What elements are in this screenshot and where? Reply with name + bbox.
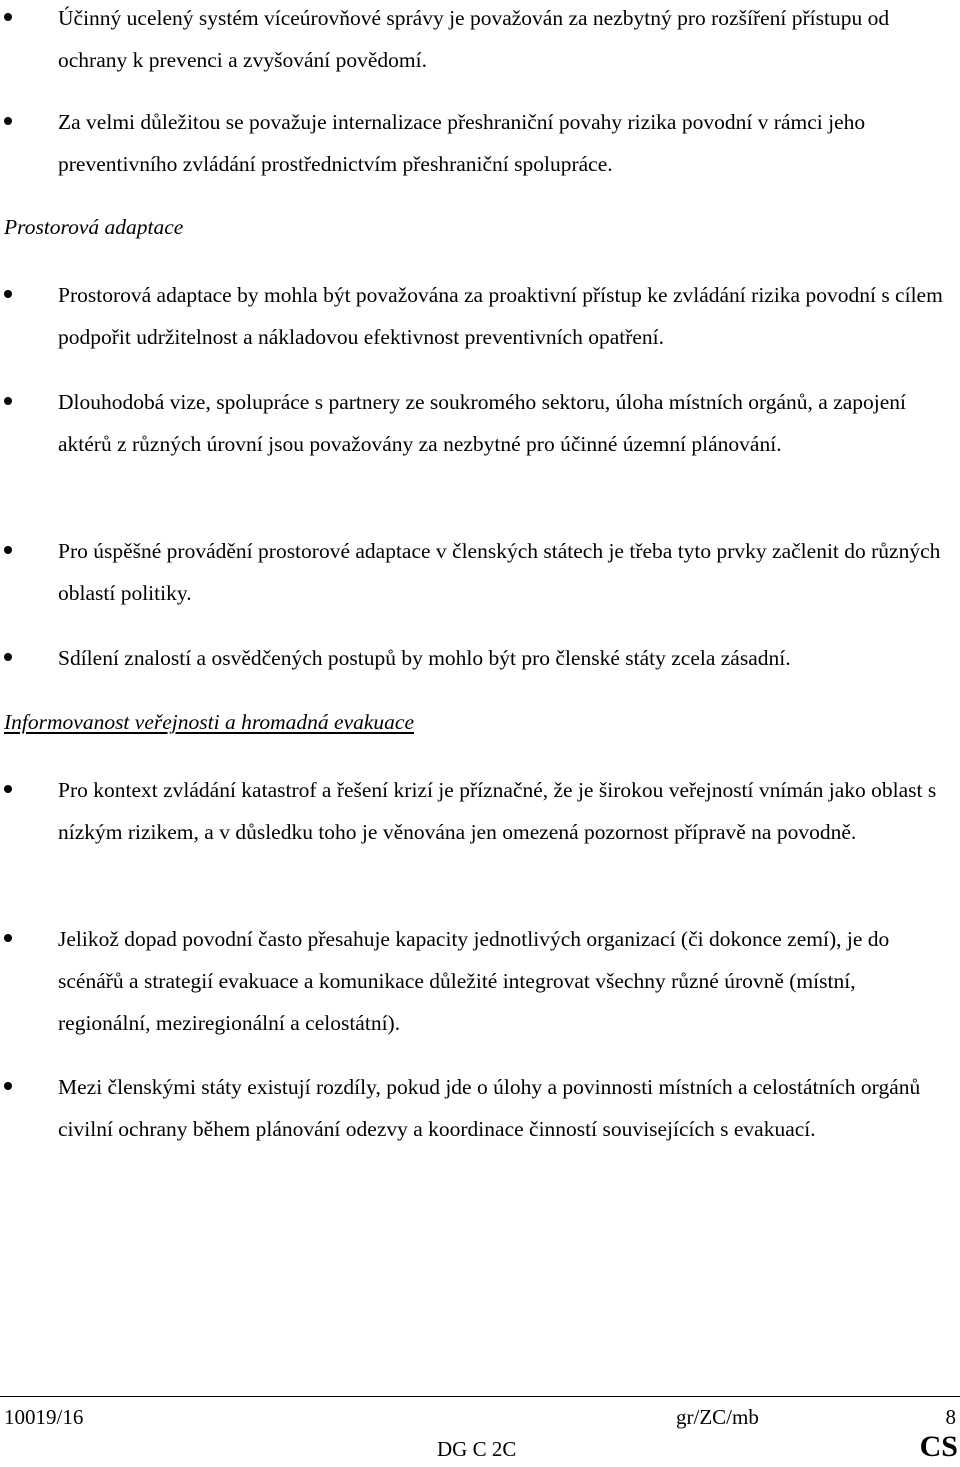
bullet-dot-icon [4, 290, 12, 298]
bullet-item [0, 101, 950, 185]
section-heading-awareness-text: Informovanost veřejnosti a hromadná evakuace [4, 710, 415, 734]
footer-initials: gr/ZC/mb [676, 1405, 759, 1429]
bullet-text: Pro úspěšné provádění prostorové adaptace v členských státech je třeba tyto prvky začlenit do různých oblastí politiky. [58, 539, 941, 605]
bullet-text: Za velmi důležitou se považuje internalizace přeshraniční povahy rizika povodní v rámci jeho preventivního zvládání prostřednictvím přeshraniční spolupráce. [58, 110, 866, 176]
bullet-text: Prostorová adaptace by mohla být považována za proaktivní přístup ke zvládání rizika povodní s cílem podpořit udržitelnost a nákladovou efektivnost preventivních opatření. [58, 283, 943, 349]
footer-divider [0, 1396, 960, 1397]
footer-doc-number: 10019/16 [4, 1405, 84, 1429]
bullet-item [0, 1066, 950, 1150]
bullet-item [0, 381, 950, 465]
bullet-dot-icon [4, 117, 12, 125]
bullet-dot-icon [4, 546, 12, 554]
bullet-dot-icon [4, 653, 12, 661]
bullet-dot-icon [4, 1082, 12, 1090]
footer-page-number: 8 [945, 1405, 956, 1429]
bullet-item [0, 637, 950, 679]
bullet-text: Sdílení znalostí a osvědčených postupů by mohlo být pro členské státy zcela zásadní. [58, 646, 791, 670]
section-heading-spatial: Prostorová adaptace [4, 215, 184, 239]
bullet-dot-icon [4, 13, 12, 21]
bullet-text: Mezi členskými státy existují rozdíly, pokud jde o úlohy a povinnosti místních a celostátních orgánů civilní ochrany během plánování odezvy a koordinace činností souvisejících s evakuací. [58, 1075, 921, 1141]
bullet-dot-icon [4, 785, 12, 793]
bullet-item [0, 274, 950, 358]
bullet-text: Jelikož dopad povodní často přesahuje kapacity jednotlivých organizací (či dokonce zemí), je do scénářů a strategií evakuace a komunikace důležité integrovat všechny různé úrovně (místní, regionální, meziregionální a celostátní). [58, 927, 890, 1035]
bullet-item [0, 530, 950, 614]
bullet-text: Dlouhodobá vize, spolupráce s partnery ze soukromého sektoru, úloha místních orgánů, a zapojení aktérů z různých úrovní jsou považovány za nezbytné pro účinné územní plánování. [58, 390, 907, 456]
bullet-item [0, 769, 950, 853]
bullet-dot-icon [4, 397, 12, 405]
bullet-item [0, 918, 950, 1044]
bullet-dot-icon [4, 934, 12, 942]
bullet-text: Pro kontext zvládání katastrof a řešení krizí je příznačné, že je širokou veřejností vnímán jako oblast s nízkým rizikem, a v důsledku toho je věnována jen omezená pozornost přípravě na povodně. [58, 778, 937, 844]
footer-language-code: CS [919, 1430, 958, 1463]
section-heading-awareness [4, 707, 414, 737]
bullet-text: Účinný ucelený systém víceúrovňové správy je považován za nezbytný pro rozšíření přístupu od ochrany k prevenci a zvyšování povědomí. [58, 6, 890, 72]
footer-directorate: DG C 2C [437, 1437, 517, 1461]
bullet-item [0, 0, 950, 81]
